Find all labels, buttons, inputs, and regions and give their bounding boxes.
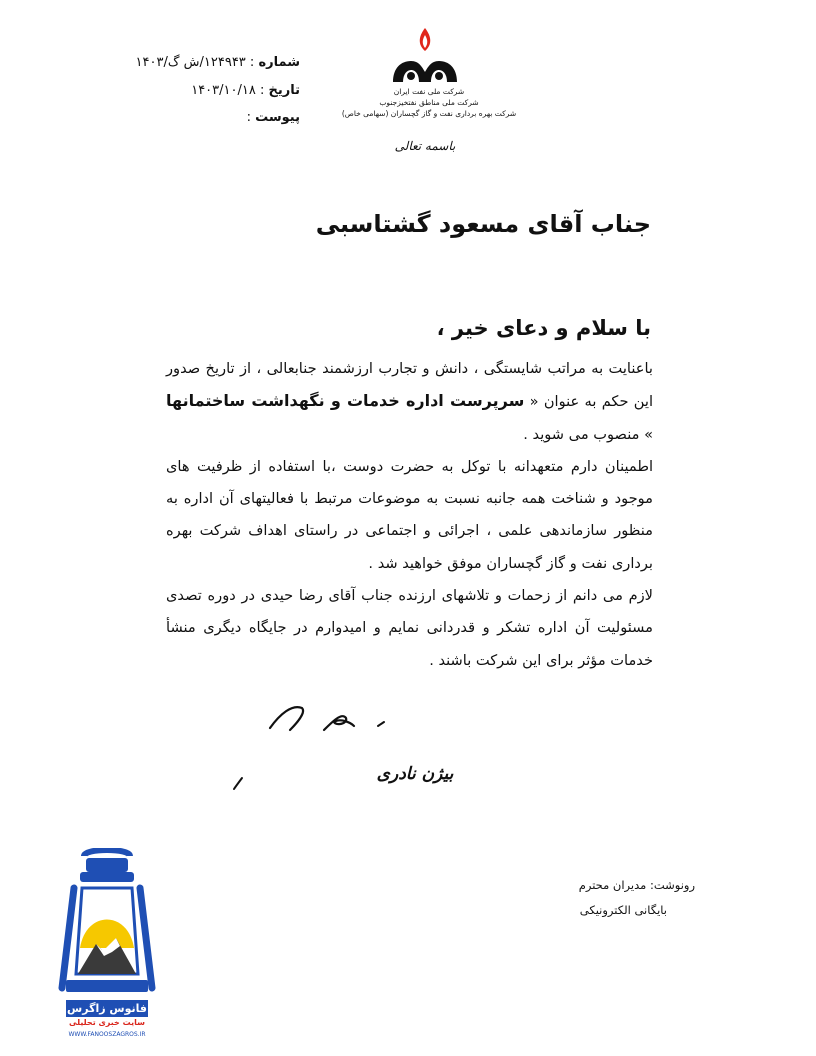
- cc-line-2: بایگانی الکترونیکی: [579, 903, 667, 917]
- paragraph-1-after: » منصوب می شوید .: [523, 425, 653, 443]
- paragraph-2: اطمینان دارم متعهدانه با توکل به حضرت دوست ،با استفاده از ظرفیت های موجود و شناخت همه جانبه نسبت به موضوعات مرتبط با فعالیتهای آن اداره به منظور سازماندهی علمی ، اجرائی و اجتماعی در راستای اهداف شرکت بهره برداری نفت و گاز گچساران موفق خواهید شد .: [166, 457, 653, 572]
- attachment-row: پیوست :: [246, 110, 300, 125]
- cc-line-1: رونوشت: مدیران محترم: [578, 878, 695, 892]
- lantern-icon: [56, 848, 158, 998]
- date-value: ۱۴۰۳/۱۰/۱۸: [191, 83, 256, 98]
- letter-meta: [110, 54, 300, 127]
- org-line-1: شرکت ملی نفت ایران: [393, 87, 465, 96]
- watermark-logo: [56, 848, 158, 1044]
- number-row: شماره : ۱۲۴۹۴۳/ش گ/۱۴۰۳: [135, 55, 300, 70]
- paragraph-3: لازم می دانم از زحمات و تلاشهای ارزنده جناب آقای رضا حیدی در دوره تصدی مسئولیت آن اداره تشکر و قدردانی نمایم و امیدوارم در جایگاه دیگری منشأ خدمات مؤثر برای این شرکت باشند .: [166, 587, 653, 669]
- nioc-logo-icon: [385, 24, 465, 84]
- addressee: جناب آقای مسعود گشتاسبی: [315, 210, 651, 238]
- number-value: ۱۲۴۹۴۳/ش گ/۱۴۰۳: [135, 55, 246, 70]
- number-label: شماره: [258, 55, 300, 70]
- org-header: [330, 86, 528, 119]
- watermark-url: WWW.FANOOSZAGROS.IR: [68, 1031, 146, 1038]
- signature-mark: [230, 774, 250, 792]
- position-title: سرپرست اداره خدمات و نگهداشت ساختمانها: [166, 391, 525, 411]
- company-logo: [385, 24, 465, 84]
- date-row: تاریخ : ۱۴۰۳/۱۰/۱۸: [191, 83, 300, 98]
- org-line-2: شرکت ملی مناطق نفتخیزجنوب: [379, 98, 479, 107]
- paragraph-1: [166, 353, 653, 451]
- attachment-label: پیوست: [255, 110, 300, 125]
- signature-strokes-icon: [262, 700, 392, 740]
- cc-block: [520, 873, 695, 923]
- watermark-title: فانوس زاگرس: [67, 1002, 147, 1015]
- letter-body: [166, 353, 653, 677]
- date-label: تاریخ: [268, 83, 300, 98]
- greeting: با سلام و دعای خیر ،: [436, 316, 651, 340]
- stroke-mark-icon: [230, 774, 250, 792]
- org-line-3: شرکت بهره برداری نفت و گاز گچساران (سهامی خاص): [341, 109, 517, 118]
- signatory-name: بیژن نادری: [376, 764, 454, 784]
- paragraph-1-before: باعنایت به مراتب شایستگی ، دانش و تجارب ارزشمند جنابعالی ، از تاریخ صدور این حکم به عنوان «: [166, 360, 654, 411]
- watermark-subtitle: سایت خبری تحلیلی: [69, 1018, 145, 1027]
- handwritten-signature: [262, 700, 392, 740]
- motto: باسمه تعالی: [394, 139, 456, 153]
